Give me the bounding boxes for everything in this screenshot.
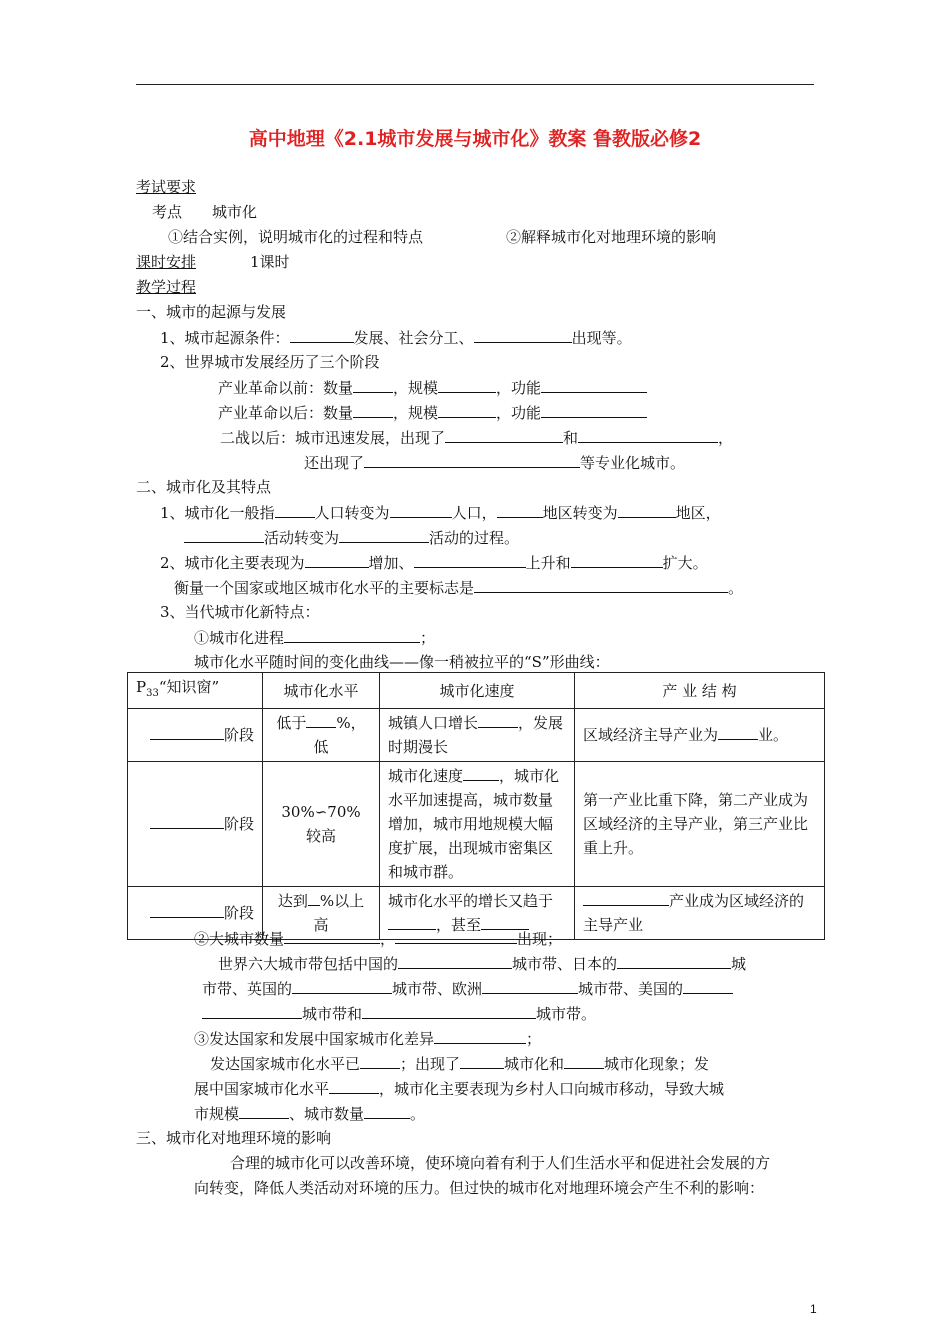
s2-def1b [184, 527, 519, 548]
table-row [128, 709, 825, 762]
header-rule [136, 84, 814, 85]
table-cell [128, 762, 263, 887]
s2-six-belts-2 [202, 978, 733, 999]
text: 阶段 [223, 904, 254, 922]
text: 城市带、日本的 [512, 955, 618, 973]
blank [438, 377, 496, 393]
blank [571, 552, 663, 568]
text: ，功能 [496, 404, 542, 422]
blank [292, 978, 392, 994]
s2-curve: 城市化水平随时间的变化曲线——像一稍被拉平的“S”形曲线： [194, 653, 610, 671]
section3-heading: 三、城市化对地理环境的影响 [136, 1129, 332, 1147]
text: 产业革命以前：数量 [218, 379, 354, 397]
blank [239, 1103, 289, 1119]
text: 还出现了 [304, 454, 365, 472]
text: 产业革命以后：数量 [218, 404, 354, 422]
blank [150, 902, 224, 918]
section2-heading: 二、城市化及其特点 [136, 478, 272, 496]
blank [339, 527, 429, 543]
blank [474, 577, 728, 593]
table-cell [575, 887, 825, 940]
text: 业。 [758, 726, 789, 744]
s2-diff [194, 1028, 541, 1049]
document-title: 高中地理《2.1城市发展与城市化》教案 鲁教版必修2 [248, 128, 702, 150]
blank [414, 552, 526, 568]
exam-req-1: ①结合实例，说明城市化的过程和特点 [168, 228, 424, 246]
text: 活动转变为 [264, 529, 340, 547]
blank [578, 427, 718, 443]
blank [497, 502, 543, 518]
text: ，城市化主要表现为乡村人口向城市移动，导致大城 [379, 1080, 725, 1098]
text: 上升和 [525, 554, 571, 572]
s2-dev-3 [194, 1103, 425, 1124]
blank [395, 928, 517, 944]
text: 发达国家城市化水平已 [210, 1055, 361, 1073]
blank [564, 1053, 604, 1069]
section1-heading: 一、城市的起源与发展 [136, 303, 287, 321]
text: ；出现了 [400, 1055, 461, 1073]
table-cell [128, 709, 263, 762]
text: ， [380, 930, 396, 948]
text: 展中国家城市化水平 [194, 1080, 330, 1098]
blank [438, 402, 496, 418]
blank [150, 813, 224, 829]
blank [284, 928, 380, 944]
text: ，功能 [496, 379, 542, 397]
blank [202, 1003, 302, 1019]
s2-process [194, 627, 435, 648]
text: 衡量一个国家或地区城市化水平的主要标志是 [174, 579, 475, 597]
text: 达到 [277, 892, 308, 910]
text: 市规模 [194, 1105, 240, 1123]
table-cell [380, 709, 575, 762]
blank [583, 890, 669, 906]
text: ， [718, 429, 734, 447]
text: 高 [313, 916, 329, 934]
s1-before [218, 377, 647, 398]
exam-req-2: ②解释城市化对地理环境的影响 [506, 228, 717, 246]
text: 城市化现象；发 [604, 1055, 710, 1073]
text: 30%∽70% [281, 803, 361, 821]
s2-measure [174, 577, 743, 598]
blank [541, 377, 647, 393]
blank [184, 527, 264, 543]
stage-table [127, 672, 825, 940]
blank [398, 953, 512, 969]
table-cell [263, 709, 380, 762]
text: ； [420, 629, 436, 647]
s3-para-2: 向转变，降低人类活动对环境的压力。但过快的城市化对地理环境会产生不利的影响： [194, 1179, 765, 1197]
text: 阶段 [223, 726, 254, 744]
blank [683, 978, 733, 994]
text: 1、城市起源条件： [160, 329, 290, 347]
s2-big-cities [194, 928, 562, 949]
text: 城市化水平的增长又趋于 [388, 892, 554, 910]
s1-also [304, 452, 685, 473]
text: 城镇人口增长 [388, 714, 479, 732]
blank [364, 452, 580, 468]
s2-six-belts-1 [218, 953, 746, 974]
table-row [128, 762, 825, 887]
text: 区域经济主导产业为 [583, 726, 719, 744]
blank [364, 1103, 410, 1119]
text: 人口转变为 [314, 504, 390, 522]
blank [290, 327, 354, 343]
text: 阶段 [223, 815, 254, 833]
table-cell: 第一产业比重下降，第二产业成为区域经济的主导产业，第三产业比重上升。 [575, 762, 825, 887]
text: ，发展时期漫长 [388, 714, 564, 756]
text: 等专业化城市。 [580, 454, 686, 472]
text: 城市化和 [504, 1055, 565, 1073]
blank [362, 1003, 536, 1019]
blank [617, 953, 731, 969]
s3-para-1: 合理的城市化可以改善环境，使环境向着有利于人们生活水平和促进社会发展的方 [230, 1154, 771, 1172]
blank [618, 502, 676, 518]
text: ①城市化进程 [194, 629, 285, 647]
blank [434, 1028, 526, 1044]
text: ，城市化水平加速提高，城市数量增加，城市用地规模大幅度扩展，出现城市密集区和城市群。 [388, 767, 560, 881]
hours-label: 课时安排 [136, 253, 197, 271]
text: ③发达国家和发展中国家城市化差异 [194, 1030, 435, 1048]
text: P [136, 678, 147, 696]
blank [306, 712, 336, 728]
table-cell [575, 709, 825, 762]
text: 地区转变为 [542, 504, 618, 522]
text: 发展、社会分工、 [353, 329, 474, 347]
s1-q2: 2、世界城市发展经历了三个阶段 [160, 353, 380, 371]
text: 市带、英国的 [202, 980, 293, 998]
text: 人口， [451, 504, 497, 522]
text: 城市化速度 [388, 767, 464, 785]
text: 和 [563, 429, 579, 447]
text: ； [526, 1030, 542, 1048]
text: %以上 [319, 892, 365, 910]
exam-point-label: 考点 [152, 203, 183, 221]
text: ②大城市数量 [194, 930, 285, 948]
text: 增加、 [368, 554, 414, 572]
blank [541, 402, 647, 418]
text: 。 [410, 1105, 426, 1123]
text: 出现等。 [571, 329, 632, 347]
blank [360, 1053, 400, 1069]
text: 世界六大城市带包括中国的 [218, 955, 399, 973]
text: 活动的过程。 [429, 529, 520, 547]
blank [308, 890, 320, 906]
blank [482, 978, 578, 994]
text: 扩大。 [662, 554, 708, 572]
text: 。 [728, 579, 744, 597]
s2-def3: 3、当代城市化新特点： [160, 603, 320, 621]
text: 1、城市化一般指 [160, 504, 275, 522]
table-cell [380, 762, 575, 887]
blank [718, 724, 758, 740]
text: 城市带、美国的 [578, 980, 684, 998]
page-number: 1 [810, 1302, 817, 1316]
blank [478, 712, 518, 728]
blank [474, 327, 572, 343]
s2-def2 [160, 552, 708, 573]
blank [353, 377, 393, 393]
text: 低 [313, 738, 329, 756]
blank [353, 402, 393, 418]
exam-point-value: 城市化 [212, 203, 258, 221]
blank [460, 1053, 504, 1069]
blank [329, 1078, 379, 1094]
text: 二战以后：城市迅速发展，出现了 [220, 429, 446, 447]
text: 城市带和 [302, 1005, 363, 1023]
blank [150, 724, 224, 740]
s1-postwar [220, 427, 733, 448]
hours-value: 1课时 [250, 253, 290, 271]
exam-heading: 考试要求 [136, 178, 197, 196]
text: ，规模 [393, 379, 439, 397]
table-header: 城市化水平 [263, 673, 380, 709]
text: 产业成为区域经济的主导产业 [583, 892, 805, 934]
blank [445, 427, 563, 443]
text: ，甚至 [436, 916, 482, 934]
text: 城 [731, 955, 747, 973]
blank [463, 765, 499, 781]
s2-dev-1 [210, 1053, 709, 1074]
text: 、城市数量 [289, 1105, 365, 1123]
table-header: 产 业 结 构 [575, 673, 825, 709]
blank [305, 552, 369, 568]
table-header-row [128, 673, 825, 709]
blank [284, 627, 420, 643]
s1-after [218, 402, 647, 423]
text: “知识窗” [158, 678, 220, 696]
text: ，规模 [393, 404, 439, 422]
table-header: 城市化速度 [380, 673, 575, 709]
table-cell [263, 762, 380, 887]
text: 低于 [276, 714, 307, 732]
s2-def1 [160, 502, 721, 523]
s2-dev-2 [194, 1078, 724, 1099]
blank [390, 502, 452, 518]
text: 2、城市化主要表现为 [160, 554, 305, 572]
process-label: 教学过程 [136, 278, 197, 296]
text: 较高 [305, 827, 336, 845]
s1-q1 [160, 327, 632, 348]
s2-six-belts-3 [202, 1003, 596, 1024]
text: %， [336, 714, 366, 732]
text: 城市带、欧洲 [392, 980, 483, 998]
blank [275, 502, 315, 518]
subscript: 33 [146, 688, 159, 699]
text: 地区， [675, 504, 721, 522]
text: 城市带。 [536, 1005, 597, 1023]
text: 出现； [517, 930, 563, 948]
table-header [128, 673, 263, 709]
